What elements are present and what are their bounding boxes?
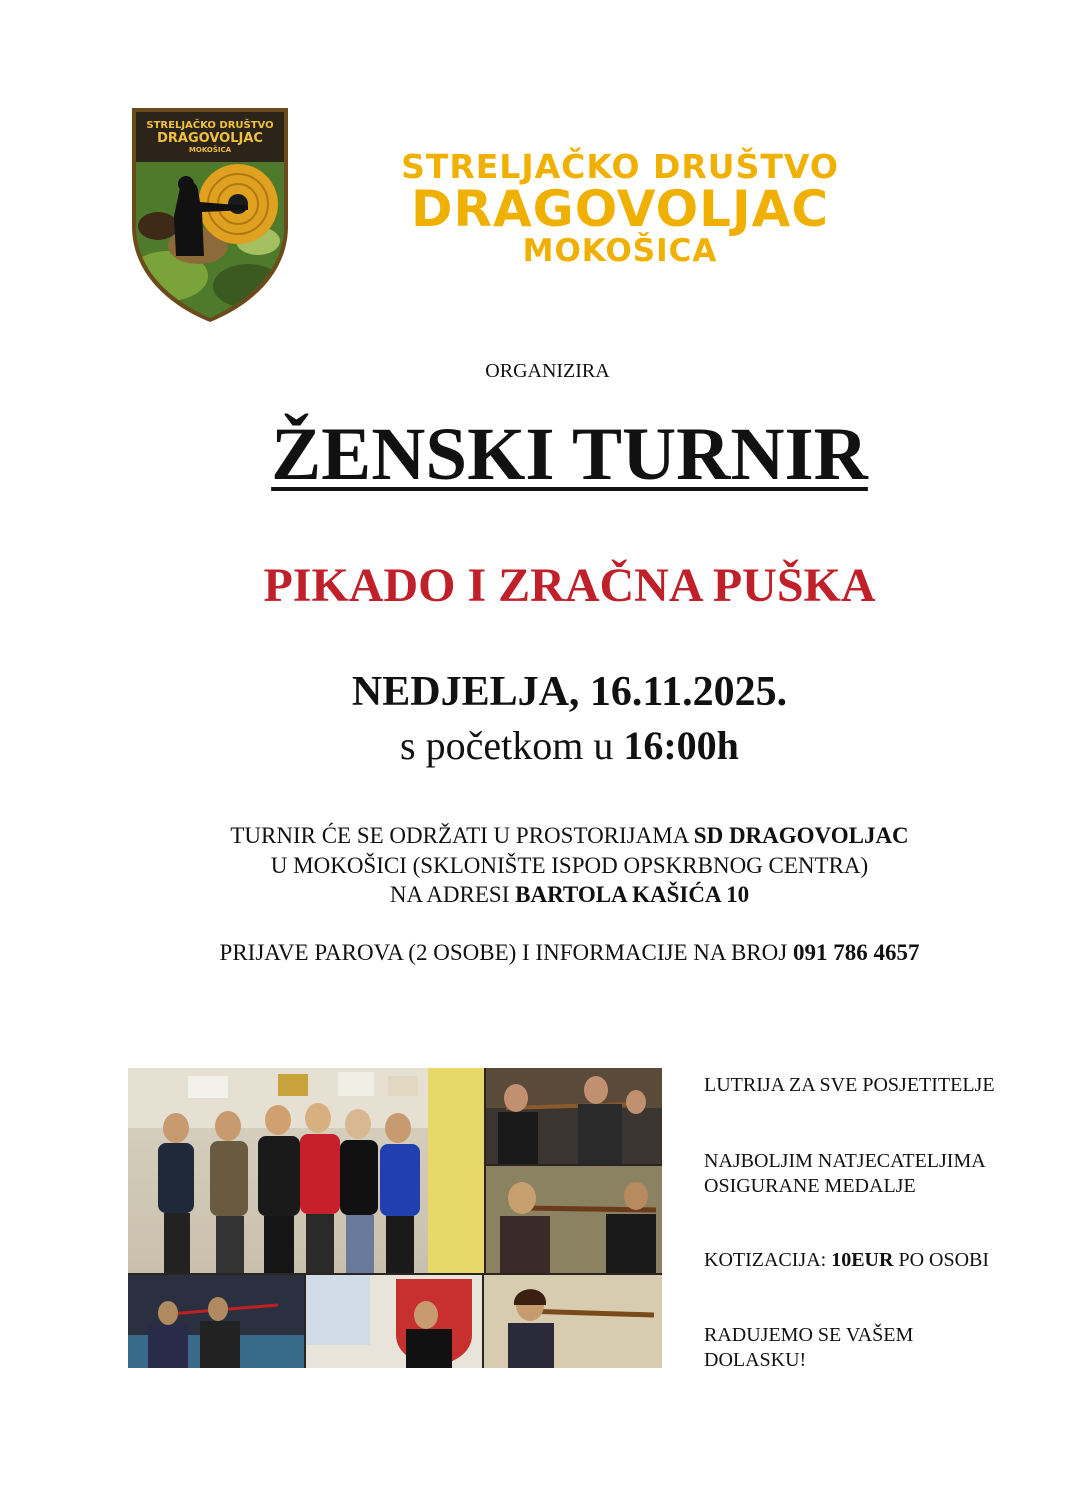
- brand-line-2: DRAGOVOLJAC: [410, 180, 830, 238]
- photo-collage: [128, 1068, 662, 1368]
- fee-amount: 10EUR: [831, 1249, 894, 1271]
- venue-address-line: [30, 882, 1079, 908]
- shooting-photo-4: [306, 1275, 482, 1368]
- address-value: BARTOLA KAŠIĆA 10: [515, 882, 750, 907]
- venue-line-1: [30, 823, 1079, 849]
- crest-line3: MOKOŠICA: [188, 146, 232, 154]
- note-medals: NAJBOLJIM NATJECATELJIMA OSIGURANE MEDALJE: [704, 1150, 985, 1197]
- brand-line-1: STRELJAČKO DRUŠTVO: [401, 147, 839, 186]
- fee-suffix: PO OSOBI: [893, 1249, 990, 1271]
- event-subtitle: PIKADO I ZRAČNA PUŠKA: [263, 559, 876, 612]
- venue-text: TURNIR ĆE SE ODRŽATI U PROSTORIJAMA: [230, 823, 694, 848]
- time-prefix: s početkom u: [400, 723, 624, 768]
- registration-line: [30, 940, 1079, 966]
- phone-number: 091 786 4657: [792, 940, 920, 965]
- organizer-label: ORGANIZIRA: [485, 360, 610, 382]
- crest-line1: STRELJAČKO DRUŠTVO: [146, 120, 274, 131]
- venue-name: SD DRAGOVOLJAC: [693, 823, 909, 848]
- shooting-photo-3: [128, 1275, 304, 1368]
- note-lottery: LUTRIJA ZA SVE POSJETITELJE: [704, 1074, 995, 1096]
- event-time-line: [30, 722, 1079, 769]
- venue-line-2: U MOKOŠICI (SKLONIŠTE ISPOD OPSKRBNOG CENTRA): [270, 853, 869, 878]
- shooting-photo-1: [486, 1068, 662, 1164]
- brand-line-3: MOKOŠICA: [522, 233, 718, 269]
- fee-label: KOTIZACIJA:: [704, 1249, 832, 1271]
- club-crest-logo: [128, 106, 292, 324]
- crest-line2: DRAGOVOLJAC: [157, 131, 263, 146]
- note-fee: [704, 1248, 1004, 1273]
- shooting-photo-2: [486, 1166, 662, 1273]
- group-photo: [128, 1068, 484, 1273]
- note-closing: RADUJEMO SE VAŠEM DOLASKU!: [704, 1324, 914, 1371]
- event-time: 16:00h: [623, 723, 739, 768]
- address-label: NA ADRESI: [389, 882, 516, 907]
- registration-text: PRIJAVE PAROVA (2 OSOBE) I INFORMACIJE NA BROJ: [219, 940, 793, 965]
- event-title: ŽENSKI TURNIR: [271, 413, 868, 496]
- event-date: NEDJELJA, 16.11.2025.: [351, 669, 788, 715]
- shooting-photo-5: [484, 1275, 662, 1368]
